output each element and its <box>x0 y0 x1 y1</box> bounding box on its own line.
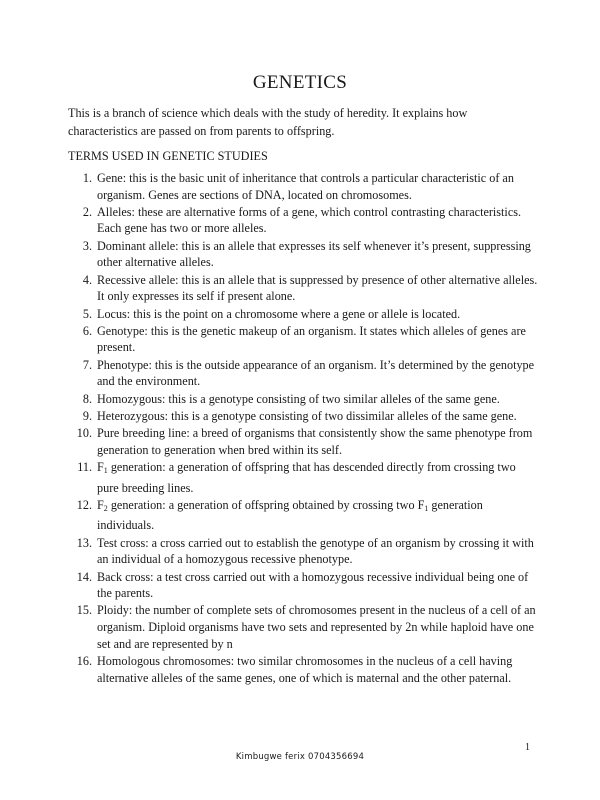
item-text: Locus: this is the point on a chromosome where a gene or allele is located. <box>97 306 461 321</box>
list-item <box>68 569 538 602</box>
item-text: generation: a generation of offspring obtained by crossing two F <box>107 497 425 512</box>
item-text: Alleles: these are alternative forms of a gene, which control contrasting characteristics. Each gene has two or more alleles. <box>97 204 522 236</box>
item-number: 10. <box>76 426 92 441</box>
terms-list <box>68 170 538 687</box>
list-item <box>68 306 538 323</box>
list-item <box>68 357 538 390</box>
item-text: Homozygous: this is a genotype consisting of two similar alleles of the same gene. <box>97 391 500 406</box>
list-item <box>68 497 538 534</box>
item-number: 14. <box>76 569 92 584</box>
list-item <box>68 425 538 458</box>
list-item <box>68 535 538 568</box>
item-text: Phenotype: this is the outside appearance of an organism. It’s determined by the genotype and the environment. <box>97 357 535 389</box>
intro-paragraph: This is a branch of science which deals with the study of heredity. It explains how characteristics are passed on from parents to offspring. <box>68 106 468 138</box>
page-title: GENETICS <box>252 72 348 93</box>
item-number: 12. <box>76 497 92 512</box>
item-text: Ploidy: the number of complete sets of chromosomes present in the nucleus of a cell of an organism. Diploid organisms have two sets and represented by 2n while haploid have one set and are represented by n <box>97 603 536 651</box>
list-item <box>68 602 538 652</box>
item-text: Pure breeding line: a breed of organisms that consistently show the same phenotype from generation to generation when bred within its self. <box>97 426 533 457</box>
item-text: generation: a generation of offspring that has descended directly from crossing two pure breeding lines. <box>97 459 516 495</box>
item-text-continued: generation individuals. <box>97 497 483 533</box>
item-prefix: F <box>97 497 104 512</box>
page-number: 1 <box>525 742 530 753</box>
item-number: 11. <box>77 459 92 474</box>
section-heading: TERMS USED IN GENETIC STUDIES <box>68 149 268 163</box>
item-prefix: F <box>97 459 104 474</box>
item-text: Heterozygous: this is a genotype consisting of two dissimilar alleles of the same gene. <box>97 408 517 423</box>
item-number: 8. <box>82 391 92 406</box>
item-subscript: 1 <box>424 503 429 513</box>
list-item <box>68 391 538 408</box>
list-item <box>68 408 538 425</box>
item-subscript: 2 <box>103 503 108 513</box>
item-number: 13. <box>76 535 92 550</box>
item-number: 7. <box>82 357 92 372</box>
item-subscript: 1 <box>103 465 108 475</box>
list-item <box>68 170 538 203</box>
item-number: 4. <box>82 272 92 287</box>
item-text: Test cross: a cross carried out to establish the genotype of an organism by crossing it with an individual of a homozygous recessive phenotype. <box>97 535 534 567</box>
footer-text: Kimbugwe ferix 0704356694 <box>235 752 365 762</box>
item-number: 16. <box>76 653 92 668</box>
list-item <box>68 238 538 271</box>
item-number: 9. <box>82 408 92 423</box>
list-item <box>68 459 538 496</box>
item-text: Dominant allele: this is an allele that expresses its self whenever it’s present, suppressing other alternative alleles. <box>97 238 531 270</box>
list-item <box>68 323 538 356</box>
item-number: 5. <box>82 306 92 321</box>
item-number: 3. <box>82 238 92 253</box>
item-number: 15. <box>76 603 92 618</box>
item-text: Back cross: a test cross carried out with a homozygous recessive individual being one of the parents. <box>97 569 529 601</box>
item-number: 1. <box>82 171 92 185</box>
item-text: Genotype: this is the genetic makeup of an organism. It states which alleles of genes are present. <box>97 323 526 355</box>
list-item <box>68 272 538 305</box>
item-text: Recessive allele: this is an allele that is suppressed by presence of other alternative alleles. It only expresses its self if present alone. <box>97 272 538 304</box>
item-text: Homologous chromosomes: two similar chromosomes in the nucleus of a cell having alternative alleles of the same genes, one of which is maternal and the other paternal. <box>97 653 513 685</box>
list-item <box>68 653 538 686</box>
list-item <box>68 204 538 237</box>
item-text: Gene: this is the basic unit of inheritance that controls a particular characteristic of an organism. Genes are sections of DNA, located on chromosomes. <box>97 171 514 202</box>
item-number: 6. <box>82 323 92 338</box>
item-number: 2. <box>82 204 92 219</box>
